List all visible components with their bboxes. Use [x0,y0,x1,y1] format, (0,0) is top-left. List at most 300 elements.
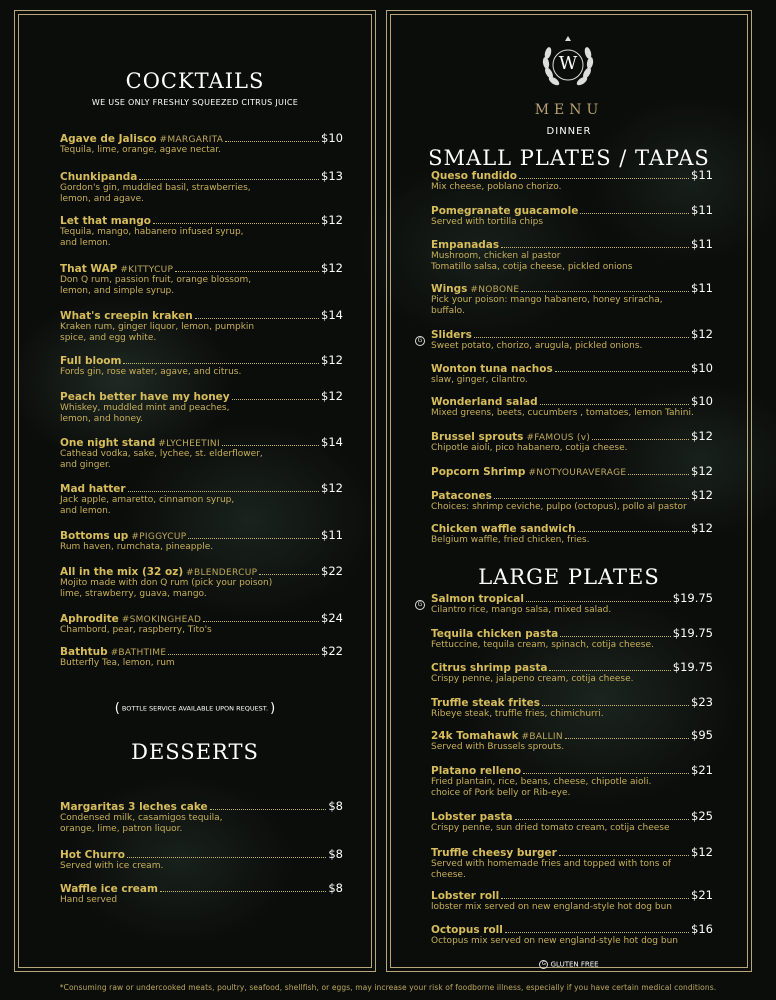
menu-item-description: cheese. [431,869,466,880]
dot-leader [210,809,327,810]
menu-item-name-text: Tequila chicken pasta [431,628,559,640]
menu-item [60,131,343,156]
menu-item-row [431,394,713,408]
menu-item-name [431,924,503,936]
menu-item-row [60,169,343,183]
menu-item-name-text: What's creepin kraken [60,310,193,322]
menu-item-price: $19.75 [672,591,713,605]
menu-item-description: Mojito made with don Q rum (pick your poison) [60,578,273,588]
menu-item-row [431,888,713,902]
menu-item-price: $12 [691,327,713,341]
dinner-label: DINNER [546,126,592,137]
menu-item-description: and lemon. [60,237,111,248]
menu-item-price: $13 [321,169,343,183]
menu-item-row [431,660,713,674]
dot-leader [195,318,319,319]
menu-item-price: $19.75 [672,626,713,640]
menu-item-description: Sweet potato, chorizo, arugula, pickled onions. [431,341,643,351]
menu-item-description: buffalo. [431,305,465,316]
menu-item-description: and lemon. [60,505,111,516]
gluten-free-icon: G [415,600,425,610]
menu-item-description: Mix cheese, poblano chorizo. [431,182,562,192]
dot-leader [123,363,319,364]
menu-item-name-text: All in the mix (32 oz) [60,566,184,578]
menu-item-row [60,353,343,367]
menu-item-name [60,483,126,495]
menu-item-description: lemon, and honey. [60,413,143,424]
menu-item-row [431,626,713,640]
menu-item-description: Pick your poison: mango habanero, honey sriracha, [431,295,663,305]
menu-item-name-text: Popcorn Shrimp [431,466,526,478]
menu-item-price: $11 [691,237,713,251]
menu-item [431,845,713,880]
menu-item-description: Cilantro rice, mango salsa, mixed salad. [431,605,612,615]
menu-item [431,168,713,193]
menu-item-name-text: Peach better have my honey [60,391,230,403]
menu-item-price: $14 [321,435,343,449]
menu-item-name-text: Brussel sprouts [431,431,524,443]
menu-item-price: $22 [321,644,343,658]
menu-item-name-text: Truffle steak frites [431,697,541,709]
menu-item-price: $14 [321,308,343,322]
dot-leader [168,654,319,655]
menu-item-name [431,765,521,777]
dot-leader [474,337,689,338]
menu-item-name [431,431,590,443]
dot-leader [580,213,689,214]
menu-item-price: $10 [321,131,343,145]
menu-item-name-text: Lobster pasta [431,811,513,823]
menu-item-name [431,697,540,709]
menu-item-price: $11 [321,528,343,542]
menu-item-price: $12 [691,488,713,502]
menu-item-name [431,811,513,823]
dot-leader [222,445,319,446]
menu-item-row [60,847,343,861]
menu-item-price: $12 [321,261,343,275]
menu-item-row [431,695,713,709]
dot-leader [259,574,319,575]
menu-item [431,488,713,513]
menu-item-row [431,203,713,217]
menu-item-row [60,261,343,275]
menu-item-name [60,849,125,861]
menu-item-name [60,263,173,275]
menu-item-price: $24 [321,611,343,625]
dot-leader [521,291,689,292]
menu-item-row [60,131,343,145]
menu-item [431,728,713,753]
right-menu-panel [386,10,752,972]
menu-item-name-text: One night stand [60,437,156,449]
menu-item-row [431,464,713,478]
menu-item [60,847,343,872]
menu-item-description: Served with Brussels sprouts. [431,742,565,752]
menu-item-name-text: Wonderland salad [431,396,538,408]
dot-leader [560,636,670,637]
menu-item-name [60,566,257,578]
menu-item-name-text: Octopus roll [431,924,503,936]
menu-item [60,389,343,424]
menu-item-description: Jack apple, amaretto, cinnamon syrup, [60,495,235,505]
dot-leader [523,773,689,774]
menu-item-description: orange, lime, patron liquor. [60,823,183,834]
menu-item-price: $8 [328,847,343,861]
menu-item-row [431,521,713,535]
menu-word: MENU [534,102,604,118]
menu-item-tag: #BALLIN [521,732,563,742]
menu-item-row [60,389,343,403]
menu-item [60,481,343,516]
menu-item-name-text: Empanadas [431,239,500,251]
gluten-free-text: GLUTEN FREE [550,960,599,969]
menu-item-row [431,429,713,443]
menu-item-description: Octopus mix served on new england-style hot dog bun [431,936,678,946]
menu-item-name [60,801,208,813]
menu-item [60,528,343,553]
menu-item-price: $12 [321,389,343,403]
dot-leader [225,141,319,142]
menu-item [60,564,343,599]
menu-item-tag: #BATHTIME [110,648,167,658]
menu-item-description: lime, strawberry, guava, mango. [60,588,207,599]
left-menu-panel [14,10,376,972]
dot-leader [592,439,689,440]
menu-item-row [431,488,713,502]
menu-item-name [431,523,576,535]
menu-item-price: $12 [321,213,343,227]
menu-item-name-text: That WAP [60,263,118,275]
menu-item-name [431,205,578,217]
menu-item [431,695,713,720]
menu-item-name-text: 24k Tomahawk [431,730,519,742]
dot-leader [505,932,689,933]
menu-item-description: Fords gin, rose water, agave, and citrus. [60,367,242,377]
menu-item-row [431,809,713,823]
menu-item-name [60,646,166,658]
menu-item-row [60,564,343,578]
menu-item-row [60,481,343,495]
menu-item-name [60,133,223,145]
menu-item-tag: #NOBONE [470,285,520,295]
menu-item-name [431,662,547,674]
menu-item-price: $16 [691,922,713,936]
menu-item-description: Served with tortilla chips [431,217,544,227]
menu-item-description: Butterfly Tea, lemon, rum [60,658,175,668]
menu-item [431,660,713,685]
menu-item-description: Fettuccine, tequila cream, spinach, cotija cheese. [431,640,654,650]
menu-item-name [60,530,186,542]
desserts-title: DESSERTS [131,740,259,764]
menu-item-description: choice of Pork belly or Rib-eye. [431,787,571,798]
menu-item-description: Mixed greens, beets, cucumbers , tomatoes, lemon Tahini. [431,408,694,418]
bottle-service-note: ( BOTTLE SERVICE AVAILABLE UPON REQUEST. ) [114,701,276,716]
menu-item-row [431,237,713,251]
menu-item-description: Tequila, lime, orange, agave nectar. [60,145,222,155]
menu-item-row [431,845,713,859]
menu-item-row [60,308,343,322]
menu-item-price: $11 [691,168,713,182]
bottle-service-text: BOTTLE SERVICE AVAILABLE UPON REQUEST. [121,704,269,713]
gluten-free-legend [387,960,751,969]
menu-item-name [431,730,563,742]
menu-item-name-text: Bottoms up [60,530,129,542]
menu-item-name-text: Salmon tropical [431,593,524,605]
menu-item-row [431,591,713,605]
menu-item-name [60,215,151,227]
menu-item-description: Served with ice cream. [60,861,164,871]
menu-item-name-text: Let that mango [60,215,151,227]
menu-item-description: and ginger. [60,459,111,470]
gluten-free-icon: G [539,960,548,969]
dot-leader [139,179,319,180]
menu-item-row [431,922,713,936]
dot-leader [565,738,689,739]
menu-item-price: $21 [691,763,713,777]
menu-item [60,644,343,669]
menu-item-name [431,170,517,182]
menu-item [60,435,343,470]
menu-item [431,809,713,834]
menu-item-description: Choices: shrimp ceviche, pulpo (octopus), pollo al pastor [431,502,687,512]
menu-item-tag: #SMOKINGHEAD [121,615,202,625]
menu-item-row [431,763,713,777]
menu-item-name [431,239,499,251]
menu-item-name [60,171,137,183]
dot-leader [526,601,671,602]
menu-item-description: lobster mix served on new england-style hot dog bun [431,902,672,912]
menu-item-price: $11 [691,281,713,295]
menu-item-row [431,361,713,375]
menu-item-price: $25 [691,809,713,823]
menu-item-name-text: Lobster roll [431,890,500,902]
menu-item-name-text: Wings [431,283,468,295]
menu-item-description: Ribeye steak, truffle fries, chimichurri. [431,709,604,719]
logo-letter: W [558,53,578,74]
menu-item-price: $12 [691,845,713,859]
menu-item [431,922,713,947]
menu-item-name-text: Chicken waffle sandwich [431,523,576,535]
dot-leader [549,670,670,671]
menu-item-row [60,528,343,542]
menu-item-name [431,283,519,295]
menu-item-name-text: Aphrodite [60,613,119,625]
menu-item-row [60,213,343,227]
menu-item [431,394,713,419]
small-plates-title: SMALL PLATES / TAPAS [428,146,710,170]
dot-leader [555,371,689,372]
menu-item-name-text: Pomegranate guacamole [431,205,579,217]
cocktails-subtitle: WE USE ONLY FRESHLY SQUEEZED CITRUS JUICE [91,98,299,107]
menu-item-name-text: Citrus shrimp pasta [431,662,548,674]
menu-item-price: $12 [321,353,343,367]
dot-leader [542,705,689,706]
menu-item-description: lemon, and simple syrup. [60,285,175,296]
health-disclaimer: *Consuming raw or undercooked meats, poultry, seafood, shellfish, or eggs, may increase your risk of foodborne illness, especially if you have certain medical conditions. [59,983,717,992]
menu-item-description: Chambord, pear, raspberry, Tito's [60,625,212,635]
menu-item [60,611,343,636]
menu-item-name [431,329,472,341]
menu-item-price: $8 [328,881,343,895]
menu-item-description: Don Q rum, passion fruit, orange blossom, [60,275,252,285]
menu-item-name [60,613,201,625]
dot-leader [188,538,319,539]
menu-item-price: $12 [691,464,713,478]
menu-item-price: $23 [691,695,713,709]
menu-item-price: $10 [691,394,713,408]
menu-item [431,429,713,454]
menu-item [431,763,713,798]
dot-leader [540,404,689,405]
menu-item-name-text: Queso fundido [431,170,518,182]
menu-item-description: Kraken rum, ginger liquor, lemon, pumpkin [60,322,255,332]
menu-item-description: Whiskey, muddled mint and peaches, [60,403,230,413]
menu-item-name [431,396,538,408]
menu-item-description: spice, and egg white. [60,332,157,343]
menu-item-name-text: Bathtub [60,646,108,658]
menu-item-description: Condensed milk, casamigos tequila, [60,813,223,823]
dot-leader [127,857,326,858]
dot-leader [501,247,689,248]
menu-item-tag: #FAMOUS (v) [526,433,591,443]
menu-item-row [431,327,713,341]
menu-item-row [60,611,343,625]
menu-item [417,591,713,616]
menu-item-row [431,728,713,742]
menu-item-price: $12 [321,481,343,495]
menu-item-name [431,490,492,502]
menu-item-name [60,437,220,449]
menu-item-description: Hand served [60,895,118,905]
menu-item [431,521,713,546]
menu-item-name-text: Margaritas 3 leches cake [60,801,208,813]
menu-item [431,888,713,913]
menu-item-price: $12 [691,521,713,535]
menu-item [431,281,713,316]
menu-item-row [431,168,713,182]
menu-item-description: Tequila, mango, habanero infused syrup, [60,227,244,237]
menu-item-name-text: Mad hatter [60,483,126,495]
menu-item-row [60,799,343,813]
menu-item-name-text: Wonton tuna nachos [431,363,553,375]
menu-item-description: Fried plantain, rice, beans, cheese, chipotle aioli. [431,777,652,787]
dot-leader [203,621,319,622]
menu-item [60,261,343,296]
menu-item-description: Rum haven, rumchata, pineapple. [60,542,214,552]
menu-item-description: Mushroom, chicken al pastor [431,251,561,261]
menu-item-tag: #KITTYCUP [120,265,174,275]
menu-item-tag: #MARGARITA [159,135,224,145]
menu-item-name-text: Platano relleno [431,765,522,777]
dot-leader [128,491,319,492]
menu-item-row [60,644,343,658]
menu-item-name [431,593,524,605]
menu-item-description: Gordon's gin, muddled basil, strawberries, [60,183,251,193]
dot-leader [494,498,689,499]
menu-item-name [60,355,121,367]
dot-leader [153,223,319,224]
menu-item-name-text: Truffle cheesy burger [431,847,557,859]
menu-item-row [431,281,713,295]
dot-leader [519,178,689,179]
menu-item-name-text: Agave de Jalisco [60,133,157,145]
dot-leader [175,271,319,272]
menu-item-name [431,847,557,859]
menu-item [431,626,713,651]
menu-item-name-text: Sliders [431,329,472,341]
menu-item [60,881,343,906]
menu-item-name [60,310,193,322]
menu-item-description: Belgium waffle, fried chicken, fries. [431,535,590,545]
menu-item-tag: #LYCHEETINI [158,439,220,449]
menu-item-description: Crispy penne, jalapeno cream, cotija cheese. [431,674,634,684]
menu-item-price: $10 [691,361,713,375]
menu-item [431,361,713,386]
dot-leader [515,819,689,820]
menu-item-description: lemon, and agave. [60,193,144,204]
menu-item-description: Cathead vodka, sake, lychee, st. elderflower, [60,449,263,459]
menu-item-row [60,881,343,895]
menu-item-tag: #PIGGYCUP [131,532,187,542]
menu-item-description: Served with homemade fries and topped with tons of [431,859,671,869]
menu-item-description: Tomatillo salsa, cotija cheese, pickled onions [431,261,633,272]
menu-item-tag: #NOTYOURAVERAGE [528,468,627,478]
menu-item-price: $95 [691,728,713,742]
menu-item-name [431,363,553,375]
menu-item-description: Crispy penne, sun dried tomato cream, cotija cheese [431,823,670,833]
menu-item-description: slaw, ginger, cilantro. [431,375,528,385]
menu-item-name-text: Hot Churro [60,849,125,861]
menu-item-name [60,391,230,403]
dot-leader [501,898,689,899]
menu-item [431,464,713,478]
gluten-free-icon: G [415,336,425,346]
menu-item-name [431,466,626,478]
menu-item-name-text: Chunkipanda [60,171,138,183]
menu-item-price: $8 [328,799,343,813]
menu-item [60,799,343,834]
dot-leader [559,855,689,856]
menu-item-price: $12 [691,429,713,443]
menu-item-name-text: Waffle ice cream [60,883,158,895]
menu-item-name-text: Patacones [431,490,492,502]
dot-leader [578,531,689,532]
menu-item-price: $22 [321,564,343,578]
menu-item [417,327,713,352]
menu-item-price: $21 [691,888,713,902]
large-plates-title: LARGE PLATES [478,565,660,589]
menu-item-price: $11 [691,203,713,217]
logo [537,33,599,95]
menu-item-tag: #BLENDERCUP [186,568,258,578]
menu-item [60,169,343,204]
menu-item [431,237,713,272]
menu-item [60,213,343,248]
menu-item [60,353,343,378]
menu-item-price: $19.75 [672,660,713,674]
menu-item [431,203,713,228]
menu-item-name [60,883,158,895]
menu-item [60,308,343,343]
menu-item-name-text: Full bloom [60,355,122,367]
dot-leader [232,399,319,400]
menu-item-row [60,435,343,449]
dot-leader [628,474,689,475]
menu-item-description: Chipotle aioli, pico habanero, cotija cheese. [431,443,628,453]
cocktails-title: COCKTAILS [125,69,265,93]
menu-item-name [431,890,499,902]
dot-leader [160,891,326,892]
